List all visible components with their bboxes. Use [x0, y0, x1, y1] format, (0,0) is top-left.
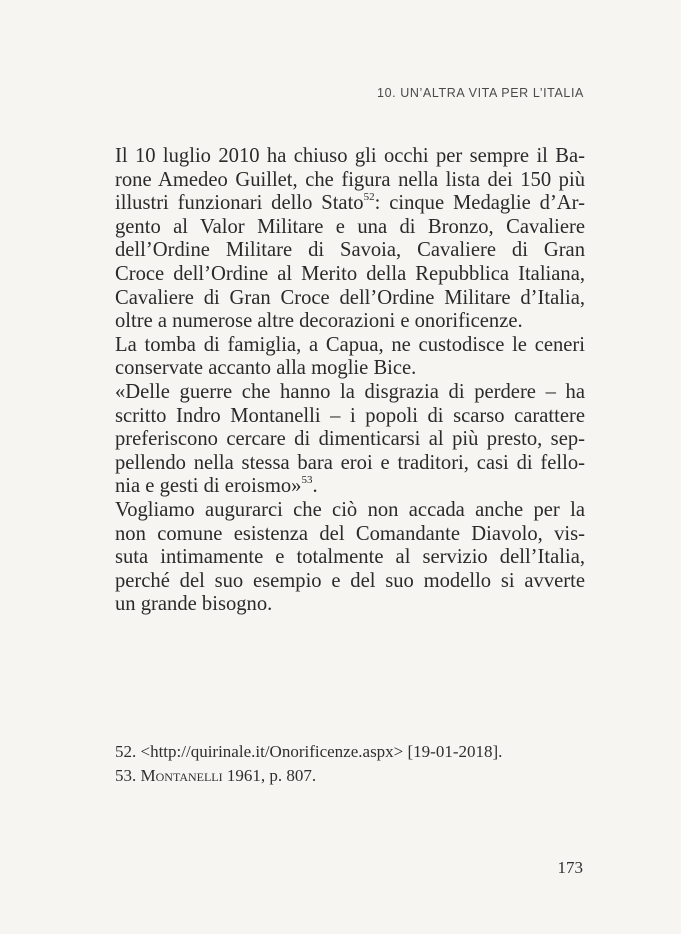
text-line: suta intimamente e totalmente al servizio dell’Italia,	[115, 546, 585, 569]
text-line: perché del suo esempio e del suo modello si avverte	[115, 569, 585, 592]
text-line: Il 10 luglio 2010 ha chiuso gli occhi per sempre il Ba-	[115, 145, 585, 167]
text-line: un grande bisogno.	[115, 593, 273, 616]
text-line: Cavaliere di Gran Croce dell’Ordine Militare d’Italia,	[115, 286, 585, 309]
running-head: 10. UN’ALTRA VITA PER L’ITALIA	[377, 86, 584, 100]
footnote-52: 52. <http://quirinale.it/Onorificenze.aspx> [19-01-2018].	[115, 742, 503, 761]
footnote-53-number: 53.	[115, 766, 141, 785]
text-line	[115, 192, 585, 216]
text-line: Vogliamo augurarci che ciò non accada anche per la	[115, 498, 585, 521]
text-segment: illustri funzionari dello Stato	[115, 192, 364, 215]
text-line: conservate accanto alla moglie Bice.	[115, 357, 417, 380]
text-line: Croce dell’Ordine al Merito della Repubblica Italiana,	[115, 262, 585, 285]
text-segment: nia e gesti di eroismo»	[115, 475, 302, 498]
footnote-53	[115, 764, 585, 788]
page-number: 173	[557, 858, 583, 877]
text-line: scritto Indro Montanelli – i popoli di scarso carattere	[115, 404, 585, 427]
text-line: pellendo nella stessa bara eroi e traditori, casi di fello-	[115, 451, 585, 474]
text-line: La tomba di famiglia, a Capua, ne custodisce le ceneri	[115, 333, 585, 356]
text-line: non comune esistenza del Comandante Diavolo, vis-	[115, 522, 585, 545]
text-line: rone Amedeo Guillet, che figura nella lista dei 150 più	[115, 168, 585, 191]
footnote-53-author: Montanelli	[140, 766, 223, 785]
footnotes	[115, 740, 585, 788]
text-line: oltre a numerose altre decorazioni e onorificenze.	[115, 310, 523, 333]
text-segment: : cinque Medaglie d’Ar-	[374, 192, 585, 215]
text-line: «Delle guerre che hanno la disgrazia di perdere – ha	[115, 380, 585, 403]
body-text	[115, 145, 585, 617]
text-segment: .	[312, 475, 318, 498]
text-line: gento al Valor Militare e una di Bronzo, Cavaliere	[115, 215, 585, 238]
text-line: preferiscono cercare di dimenticarsi al più presto, sep-	[115, 428, 585, 451]
footnote-53-reference: 1961, p. 807.	[222, 766, 317, 785]
text-line: dell’Ordine Militare di Savoia, Cavaliere di Gran	[115, 239, 585, 262]
footnote-ref-52[interactable]: 52	[363, 191, 375, 204]
footnote-ref-53[interactable]: 53	[301, 474, 313, 487]
text-line	[115, 475, 585, 499]
